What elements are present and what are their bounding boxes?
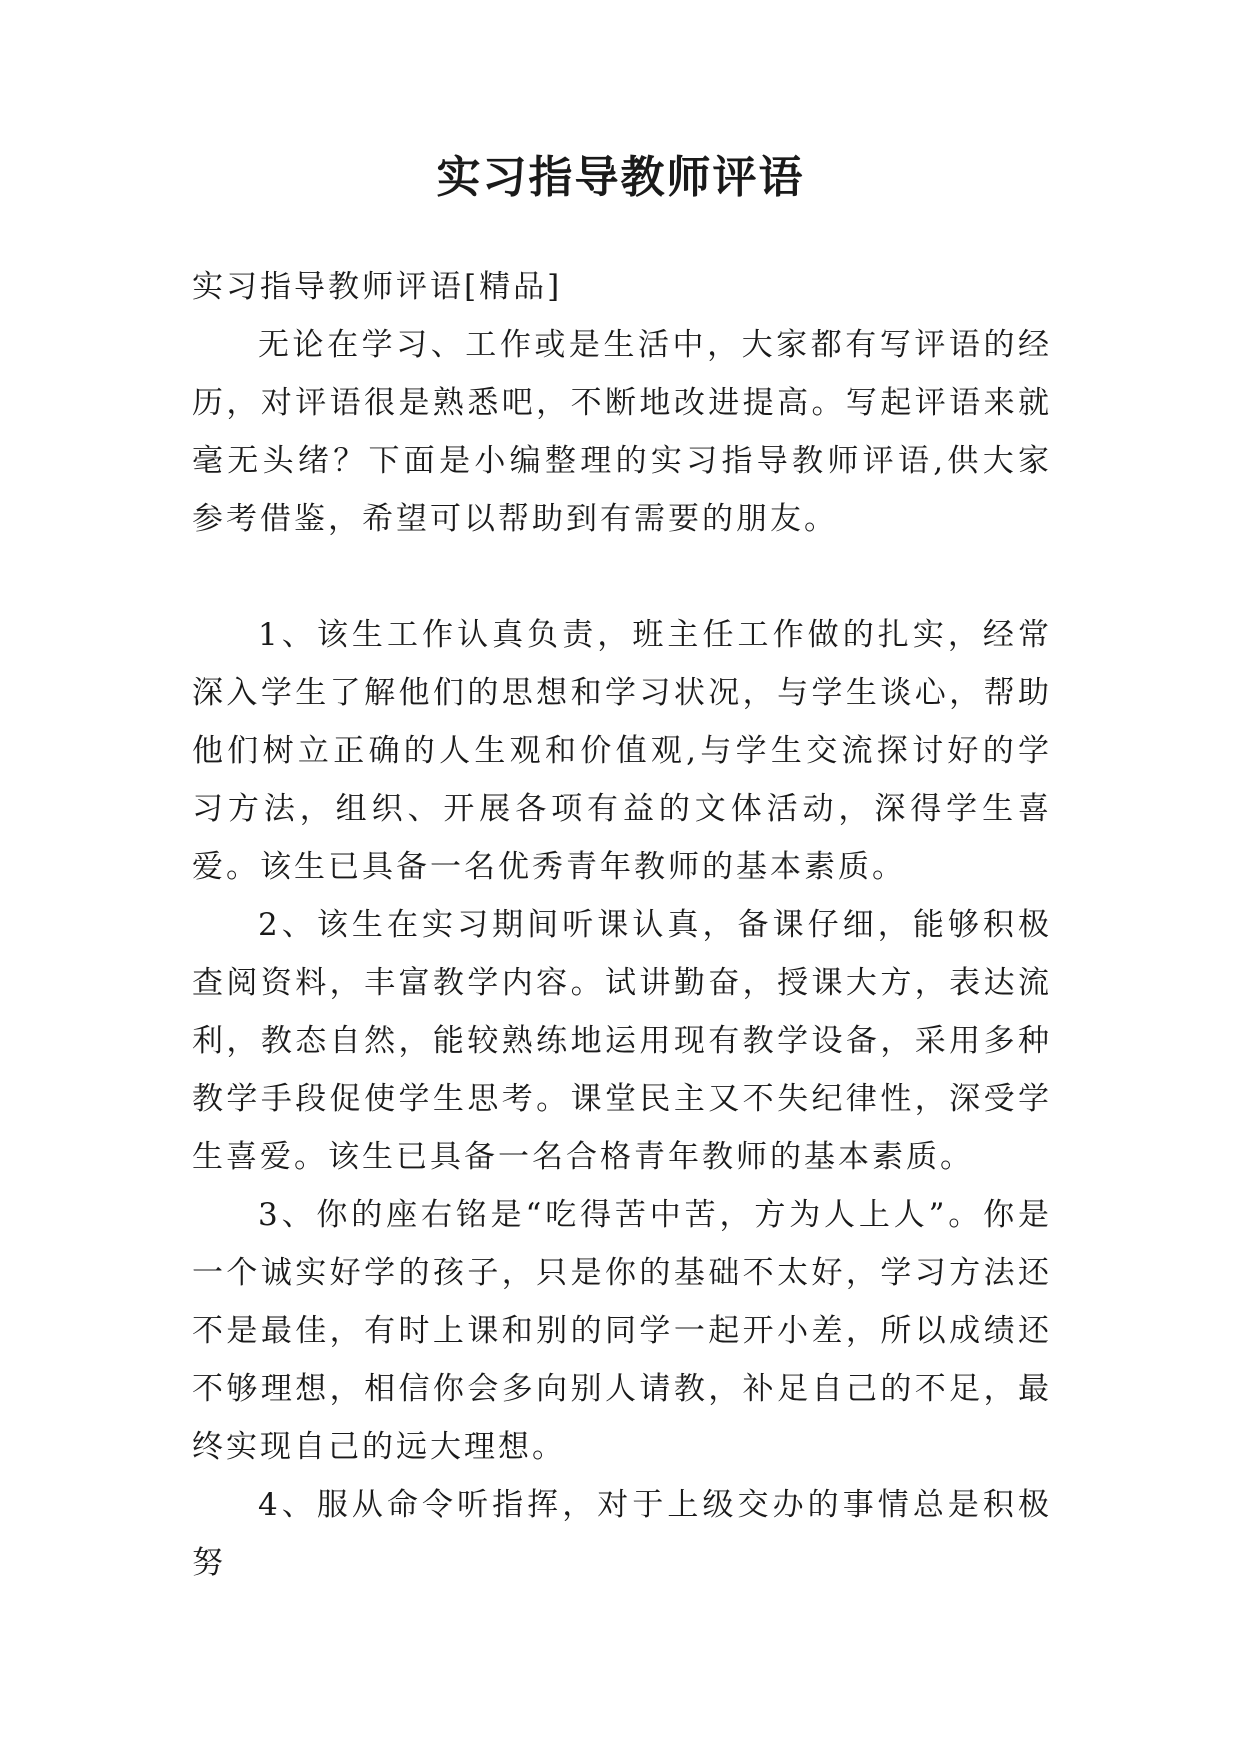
comment-paragraph-3: 3、你的座右铭是“吃得苦中苦，方为人上人”。你是一个诚实好学的孩子，只是你的基础不太好，学习方法还不是最佳，有时上课和别的同学一起开小差，所以成绩还不够理想，相信你会多向别人请教，补足自己的不足，最终实现自己的远大理想。 (192, 1197, 1052, 1465)
intro-paragraph: 无论在学习、工作或是生活中，大家都有写评语的经历，对评语很是熟悉吧，不断地改进提高。写起评语来就毫无头绪？下面是小编整理的实习指导教师评语,供大家参考借鉴，希望可以帮助到有需要的朋友。 (192, 327, 1052, 537)
document-subtitle: 实习指导教师评语[精品] (192, 269, 563, 305)
paragraph-spacer (192, 548, 1052, 606)
document-title: 实习指导教师评语 (436, 152, 805, 203)
comment-paragraph-2: 2、该生在实习期间听课认真，备课仔细，能够积极查阅资料，丰富教学内容。试讲勤奋，授课大方，表达流利，教态自然，能较熟练地运用现有教学设备，采用多种教学手段促使学生思考。课堂民主又不失纪律性，深受学生喜爱。该生已具备一名合格青年教师的基本素质。 (192, 907, 1052, 1175)
comment-paragraph-4: 4、服从命令听指挥，对于上级交办的事情总是积极努 (192, 1487, 1052, 1581)
document-body (192, 258, 1052, 1592)
comment-paragraph-1: 1、该生工作认真负责，班主任工作做的扎实，经常深入学生了解他们的思想和学习状况，与学生谈心，帮助他们树立正确的人生观和价值观,与学生交流探讨好的学习方法，组织、开展各项有益的文体活动，深得学生喜爱。该生已具备一名优秀青年教师的基本素质。 (192, 617, 1052, 885)
